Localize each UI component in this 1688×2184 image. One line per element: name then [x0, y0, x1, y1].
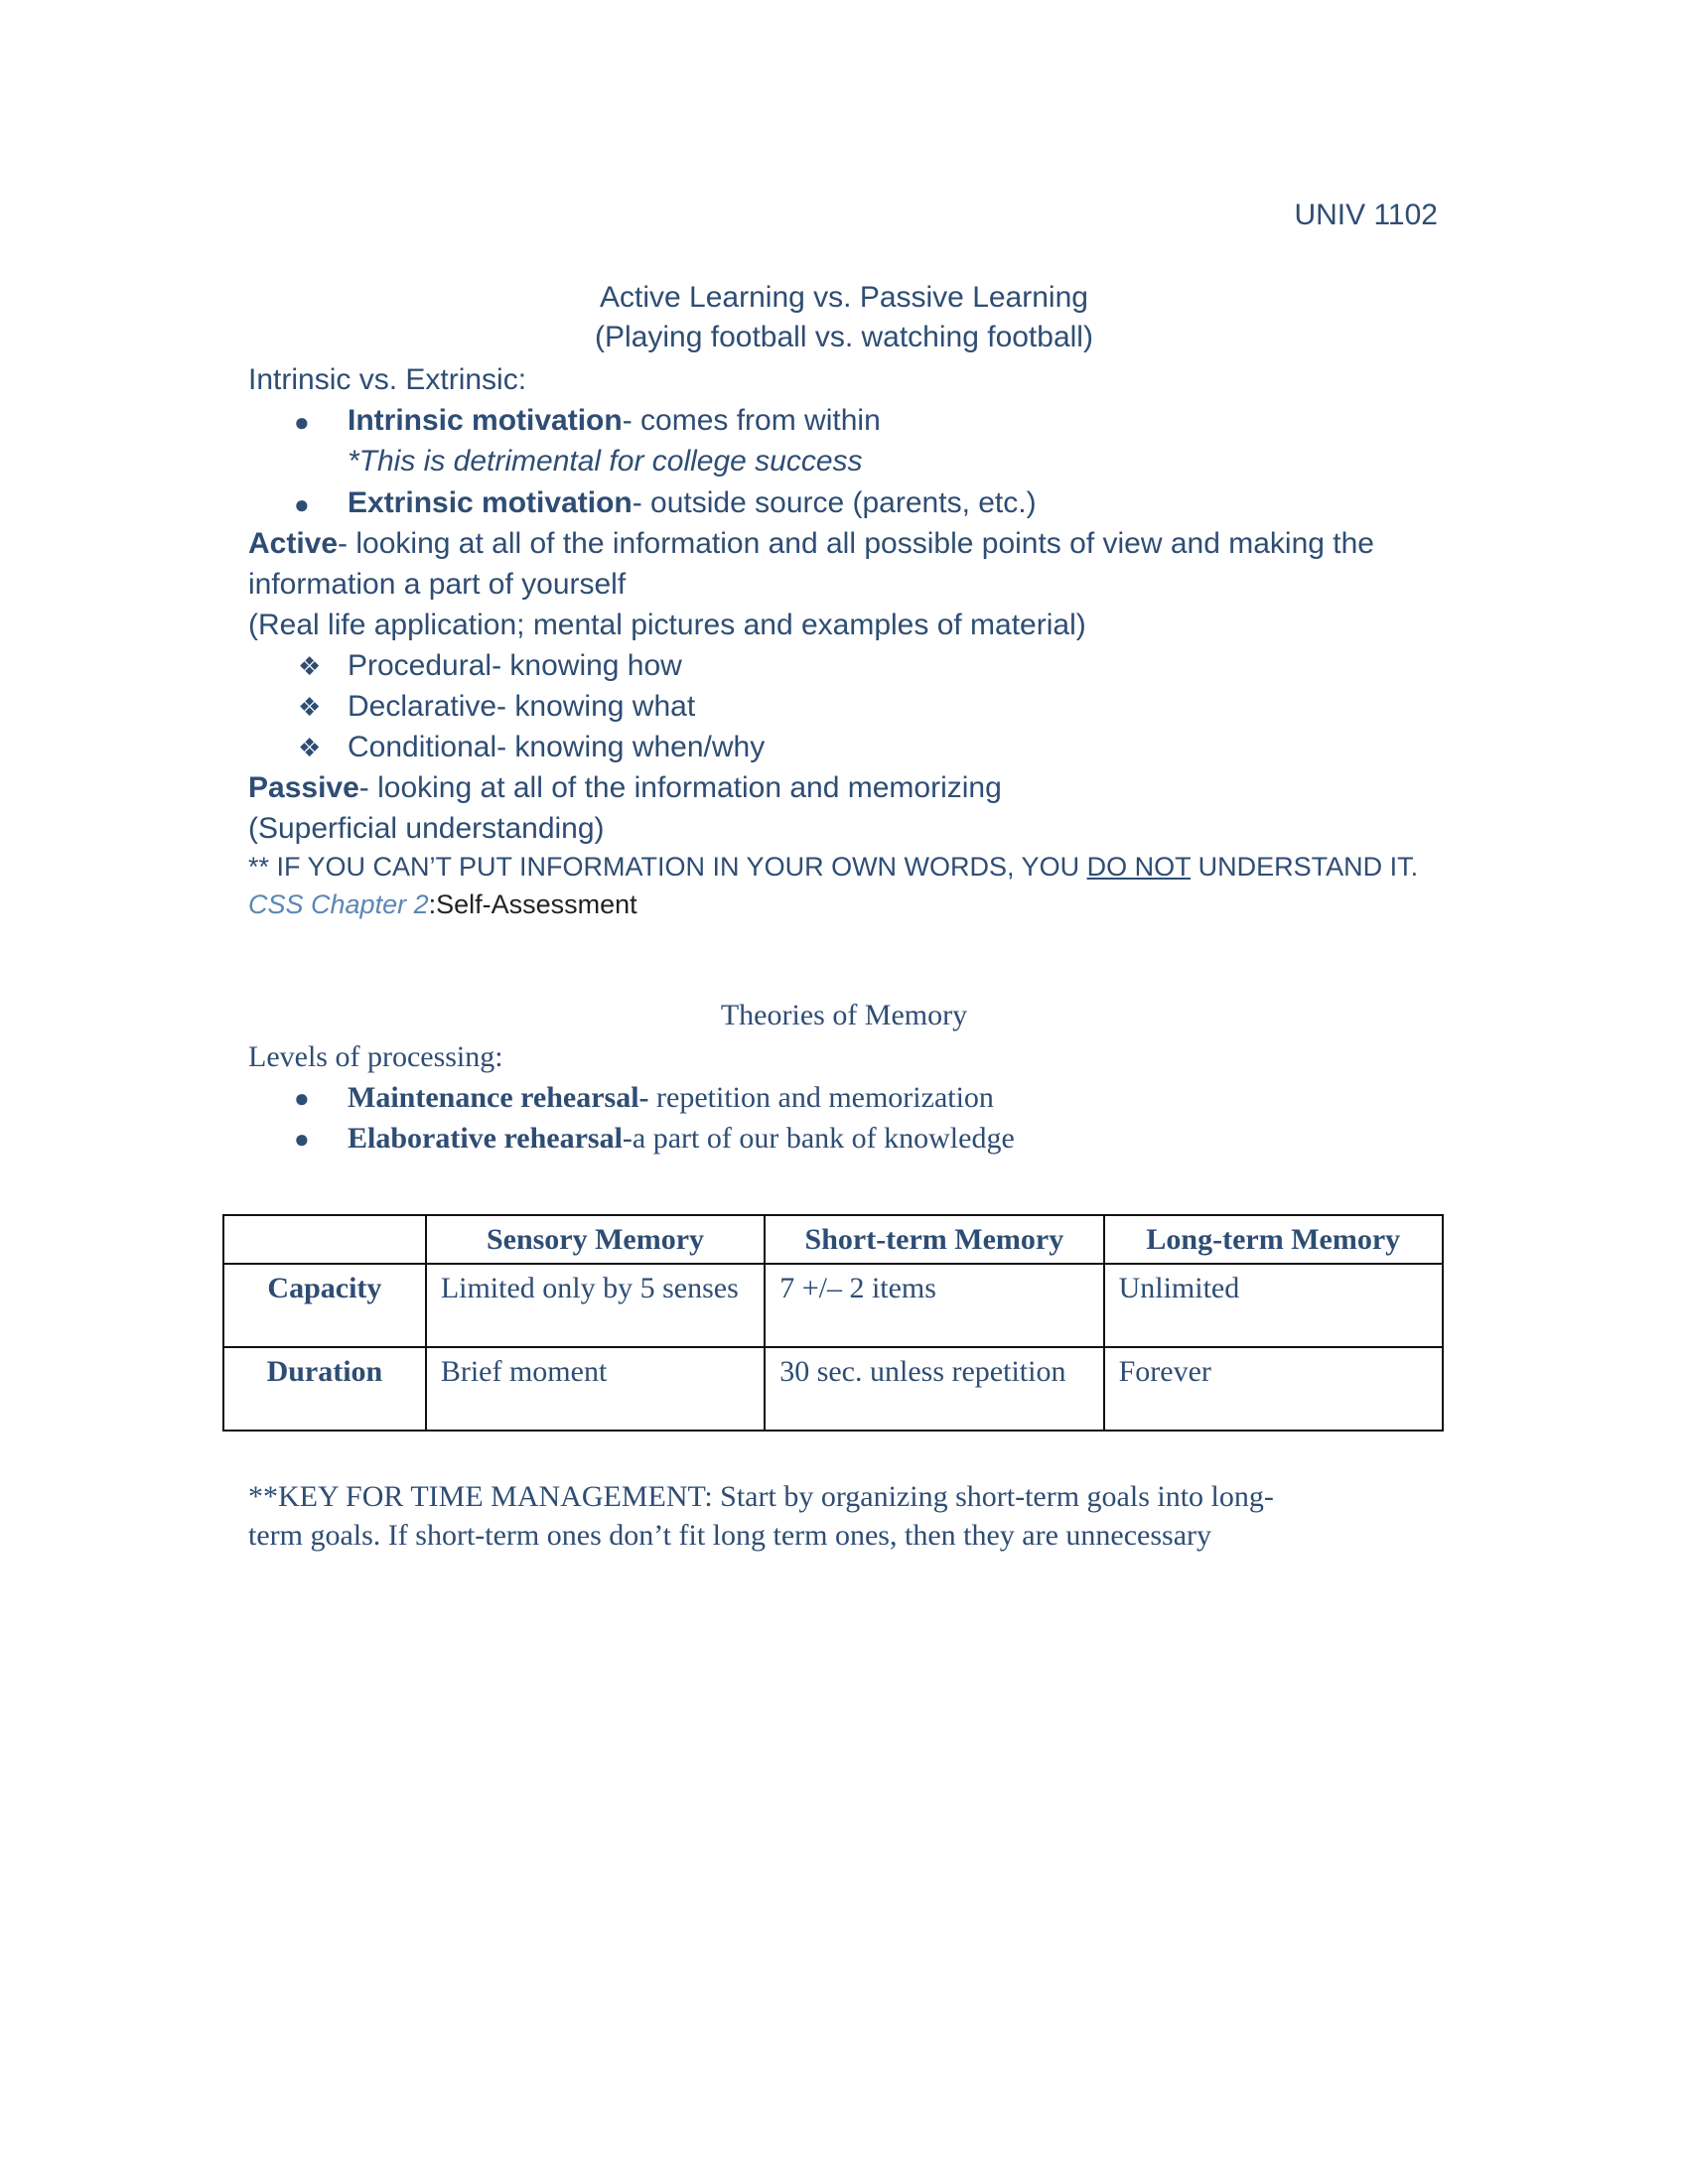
warning-prefix: ** IF YOU CAN’T PUT INFORMATION IN YOUR OWN WORDS, YOU	[248, 852, 1087, 882]
knowledge-declarative: Declarative- knowing what	[348, 690, 696, 723]
active-note: (Real life application; mental pictures and examples of material)	[248, 609, 1086, 641]
bullet-dot-icon: ●	[294, 1125, 310, 1154]
bullet-dot-icon: ●	[294, 1084, 310, 1113]
term-active: Active	[248, 527, 339, 560]
term-maintenance: Maintenance rehearsal-	[348, 1081, 649, 1114]
key-note-line2: term goals. If short-term ones don’t fit long term ones, then they are unnecessary	[248, 1519, 1212, 1552]
table-cell: Brief moment	[426, 1347, 765, 1431]
list-item-intrinsic	[348, 400, 881, 441]
list-item-extrinsic	[348, 482, 1037, 523]
table-cell: Unlimited	[1104, 1264, 1443, 1347]
table-row	[223, 1347, 1443, 1431]
course-code: UNIV 1102	[1294, 199, 1438, 231]
memory-comparison-table	[222, 1214, 1444, 1432]
passive-desc: - looking at all of the information and memorizing	[358, 771, 1002, 804]
passive-note: (Superficial understanding)	[248, 812, 605, 845]
desc-intrinsic: - comes from within	[622, 404, 881, 437]
list-item-maintenance	[348, 1077, 994, 1118]
diamond-bullet-icon: ❖	[298, 733, 322, 762]
term-intrinsic: Intrinsic motivation	[348, 404, 623, 437]
term-passive: Passive	[248, 771, 359, 804]
term-elaborative: Elaborative rehearsal	[348, 1122, 623, 1155]
table-cell: 7 +/– 2 items	[765, 1264, 1103, 1347]
levels-heading: Levels of processing:	[248, 1040, 503, 1073]
desc-maintenance: repetition and memorization	[648, 1081, 994, 1114]
knowledge-conditional: Conditional- knowing when/why	[348, 731, 766, 763]
row-label: Capacity	[223, 1264, 426, 1347]
table-row	[223, 1264, 1443, 1347]
active-definition-line1	[248, 523, 1374, 564]
active-desc-1: - looking at all of the information and all possible points of view and making the	[338, 527, 1374, 560]
warning-line	[248, 852, 1418, 883]
table-cell: 30 sec. unless repetition	[765, 1347, 1103, 1431]
term-extrinsic: Extrinsic motivation	[348, 486, 633, 519]
section-title-memory: Theories of Memory	[720, 999, 968, 1031]
reference-line	[248, 889, 637, 920]
warning-suffix: UNDERSTAND IT.	[1191, 852, 1419, 882]
table-header-cell: Sensory Memory	[426, 1215, 765, 1264]
table-header-cell: Long-term Memory	[1104, 1215, 1443, 1264]
intrinsic-note: *This is detrimental for college success	[348, 445, 863, 478]
list-item-elaborative	[348, 1118, 1015, 1159]
table-cell: Limited only by 5 senses	[426, 1264, 765, 1347]
css-chapter-link[interactable]: CSS Chapter 2	[248, 889, 429, 919]
desc-elaborative: -a part of our bank of knowledge	[622, 1122, 1015, 1155]
reference-text: :Self-Assessment	[428, 889, 637, 919]
key-note-line1: **KEY FOR TIME MANAGEMENT: Start by organizing short-term goals into long-	[248, 1480, 1274, 1513]
intrinsic-extrinsic-heading: Intrinsic vs. Extrinsic:	[248, 363, 527, 396]
diamond-bullet-icon: ❖	[298, 692, 322, 722]
row-label: Duration	[223, 1347, 426, 1431]
section-subtitle: (Playing football vs. watching football)	[595, 321, 1093, 353]
table-header-row	[223, 1215, 1443, 1264]
active-definition-line2: information a part of yourself	[248, 568, 627, 601]
section-title-active-passive: Active Learning vs. Passive Learning	[600, 281, 1088, 314]
warning-emphasis: DO NOT	[1086, 852, 1192, 882]
diamond-bullet-icon: ❖	[298, 651, 322, 681]
table-cell: Forever	[1104, 1347, 1443, 1431]
table-header-cell: Short-term Memory	[765, 1215, 1103, 1264]
desc-extrinsic: - outside source (parents, etc.)	[632, 486, 1037, 519]
knowledge-procedural: Procedural- knowing how	[348, 649, 682, 682]
table-header-cell	[223, 1215, 426, 1264]
bullet-dot-icon: ●	[294, 407, 310, 437]
passive-definition	[248, 767, 1002, 808]
bullet-dot-icon: ●	[294, 489, 310, 519]
